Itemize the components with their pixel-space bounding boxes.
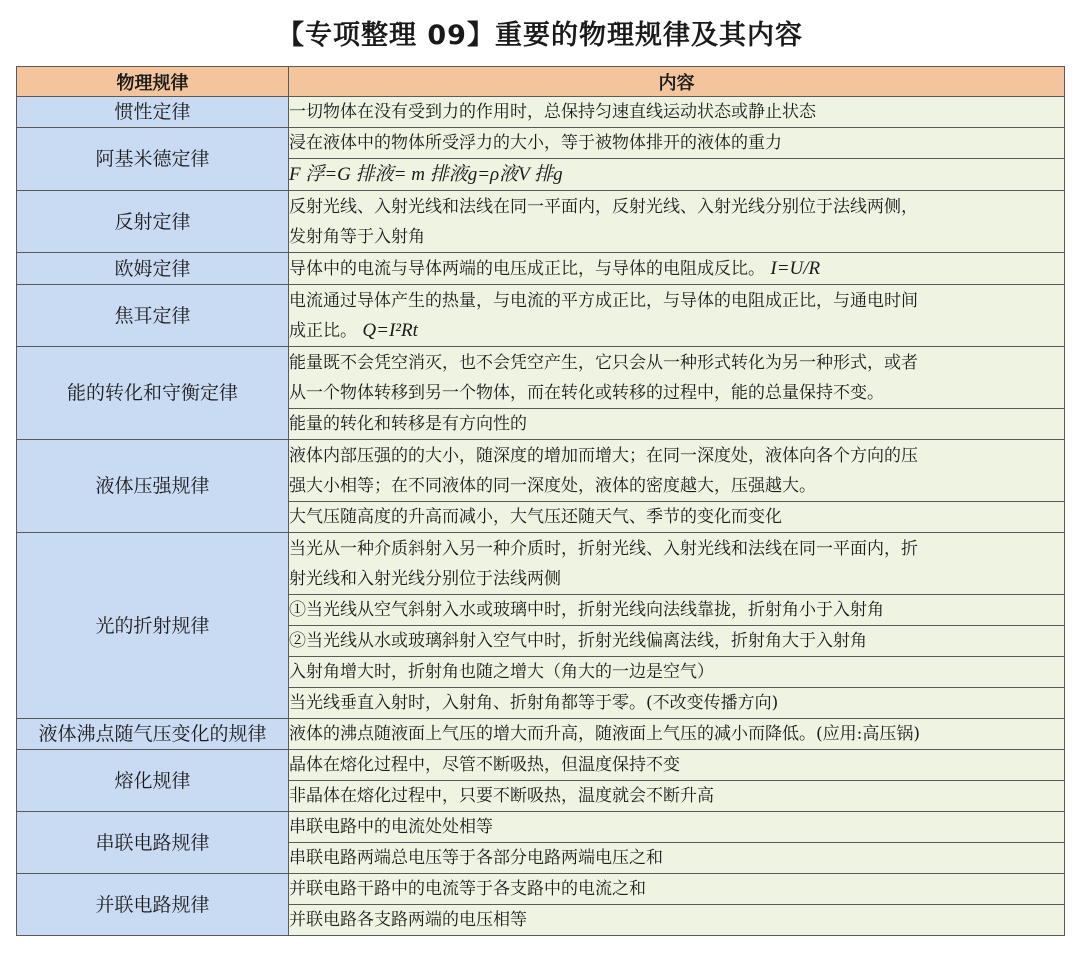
- law-content: [289, 347, 1065, 409]
- law-content: [289, 905, 1065, 936]
- content-text: 射光线和入射光线分别位于法线两侧: [289, 568, 561, 589]
- law-name: 反射定律: [17, 191, 289, 253]
- law-content: [289, 657, 1065, 688]
- content-text: 从一个物体转移到另一个物体，而在转化或转移的过程中，能的总量保持不变。: [289, 382, 884, 403]
- law-content: [289, 128, 1065, 159]
- law-name: 液体压强规律: [17, 440, 289, 533]
- law-formula: [289, 159, 1065, 191]
- content-text: 非晶体在熔化过程中，只要不断吸热，温度就会不断升高: [289, 786, 714, 806]
- table-row: [17, 719, 1065, 750]
- content-text: 能量既不会凭空消灭，也不会凭空产生，它只会从一种形式转化为另一种形式，或者: [289, 352, 918, 373]
- table-row: [17, 440, 1065, 502]
- formula-text: F 浮=G 排液= m 排液g=ρ液V 排g: [289, 163, 563, 185]
- law-content: [289, 595, 1065, 626]
- content-text: 能量的转化和转移是有方向性的: [289, 414, 527, 434]
- law-content: [289, 750, 1065, 781]
- law-name: 液体沸点随气压变化的规律: [17, 719, 289, 750]
- header-law: 物理规律: [17, 67, 289, 97]
- content-text: 一切物体在没有受到力的作用时，总保持匀速直线运动状态或静止状态: [289, 102, 816, 122]
- table-row: [17, 285, 1065, 347]
- header-content: 内容: [289, 67, 1065, 97]
- law-content: [289, 409, 1065, 440]
- table-header-row: [17, 67, 1065, 97]
- law-content: [289, 253, 1065, 285]
- law-name: 光的折射规律: [17, 533, 289, 719]
- law-content: [289, 843, 1065, 874]
- content-text: 并联电路干路中的电流等于各支路中的电流之和: [289, 879, 646, 899]
- page-title: 【专项整理 09】重要的物理规律及其内容: [277, 20, 803, 51]
- law-content: [289, 97, 1065, 128]
- content-text: 发射角等于入射角: [289, 226, 425, 247]
- law-name: 能的转化和守衡定律: [17, 347, 289, 440]
- content-text: 大气压随高度的升高而减小，大气压还随天气、季节的变化而变化: [289, 507, 782, 527]
- law-name: 阿基米德定律: [17, 128, 289, 191]
- law-content: [289, 502, 1065, 533]
- law-name: 焦耳定律: [17, 285, 289, 347]
- content-text: ①当光线从空气斜射入水或玻璃中时，折射光线向法线靠拢，折射角小于入射角: [289, 600, 884, 620]
- table-row: [17, 347, 1065, 409]
- content-text: 液体的沸点随液面上气压的增大而升高，随液面上气压的减小而降低。(应用:高压锅): [289, 724, 920, 744]
- table-row: [17, 812, 1065, 843]
- table-row: [17, 874, 1065, 905]
- formula-text: Q=I²Rt: [362, 319, 418, 341]
- law-name: 惯性定律: [17, 97, 289, 128]
- content-text: 串联电路中的电流处处相等: [289, 817, 493, 837]
- content-text: 当光从一种介质斜射入另一种介质时，折射光线、入射光线和法线在同一平面内，折: [289, 538, 918, 559]
- content-text: 晶体在熔化过程中，尽管不断吸热，但温度保持不变: [289, 755, 680, 775]
- content-text: 并联电路各支路两端的电压相等: [289, 910, 527, 930]
- content-text: 反射光线、入射光线和法线在同一平面内，反射光线、入射光线分别位于法线两侧，: [289, 196, 918, 217]
- law-content: [289, 533, 1065, 595]
- law-content: [289, 688, 1065, 719]
- law-name: 欧姆定律: [17, 253, 289, 285]
- law-name: 熔化规律: [17, 750, 289, 812]
- content-text: 浸在液体中的物体所受浮力的大小，等于被物体排开的液体的重力: [289, 133, 782, 153]
- law-content: [289, 812, 1065, 843]
- law-content: [289, 440, 1065, 502]
- law-content: [289, 781, 1065, 812]
- law-content: [289, 874, 1065, 905]
- content-text: 强大小相等；在不同液体的同一深度处，液体的密度越大，压强越大。: [289, 475, 816, 496]
- table-row: [17, 191, 1065, 253]
- physics-laws-table: [16, 66, 1065, 936]
- table-row: [17, 750, 1065, 781]
- content-text: 电流通过导体产生的热量，与电流的平方成正比，与导体的电阻成正比，与通电时间: [289, 290, 918, 311]
- formula-text: I=U/R: [770, 257, 821, 279]
- content-text: 当光线垂直入射时，入射角、折射角都等于零。(不改变传播方向): [289, 693, 779, 713]
- law-content: [289, 285, 1065, 347]
- content-text: 入射角增大时，折射角也随之增大（角大的一边是空气）: [289, 662, 714, 682]
- law-content: [289, 719, 1065, 750]
- content-text: 液体内部压强的的大小，随深度的增加而增大；在同一深度处，液体向各个方向的压: [289, 445, 918, 466]
- law-content: [289, 191, 1065, 253]
- content-text: 导体中的电流与导体两端的电压成正比，与导体的电阻成反比。: [289, 258, 765, 279]
- content-text: 成正比。: [289, 320, 357, 341]
- law-name: 并联电路规律: [17, 874, 289, 936]
- table-row: [17, 253, 1065, 285]
- content-text: 串联电路两端总电压等于各部分电路两端电压之和: [289, 848, 663, 868]
- law-name: 串联电路规律: [17, 812, 289, 874]
- law-content: [289, 626, 1065, 657]
- content-text: ②当光线从水或玻璃斜射入空气中时，折射光线偏离法线，折射角大于入射角: [289, 631, 867, 651]
- table-row: [17, 533, 1065, 595]
- table-row: [17, 97, 1065, 128]
- table-row: [17, 128, 1065, 159]
